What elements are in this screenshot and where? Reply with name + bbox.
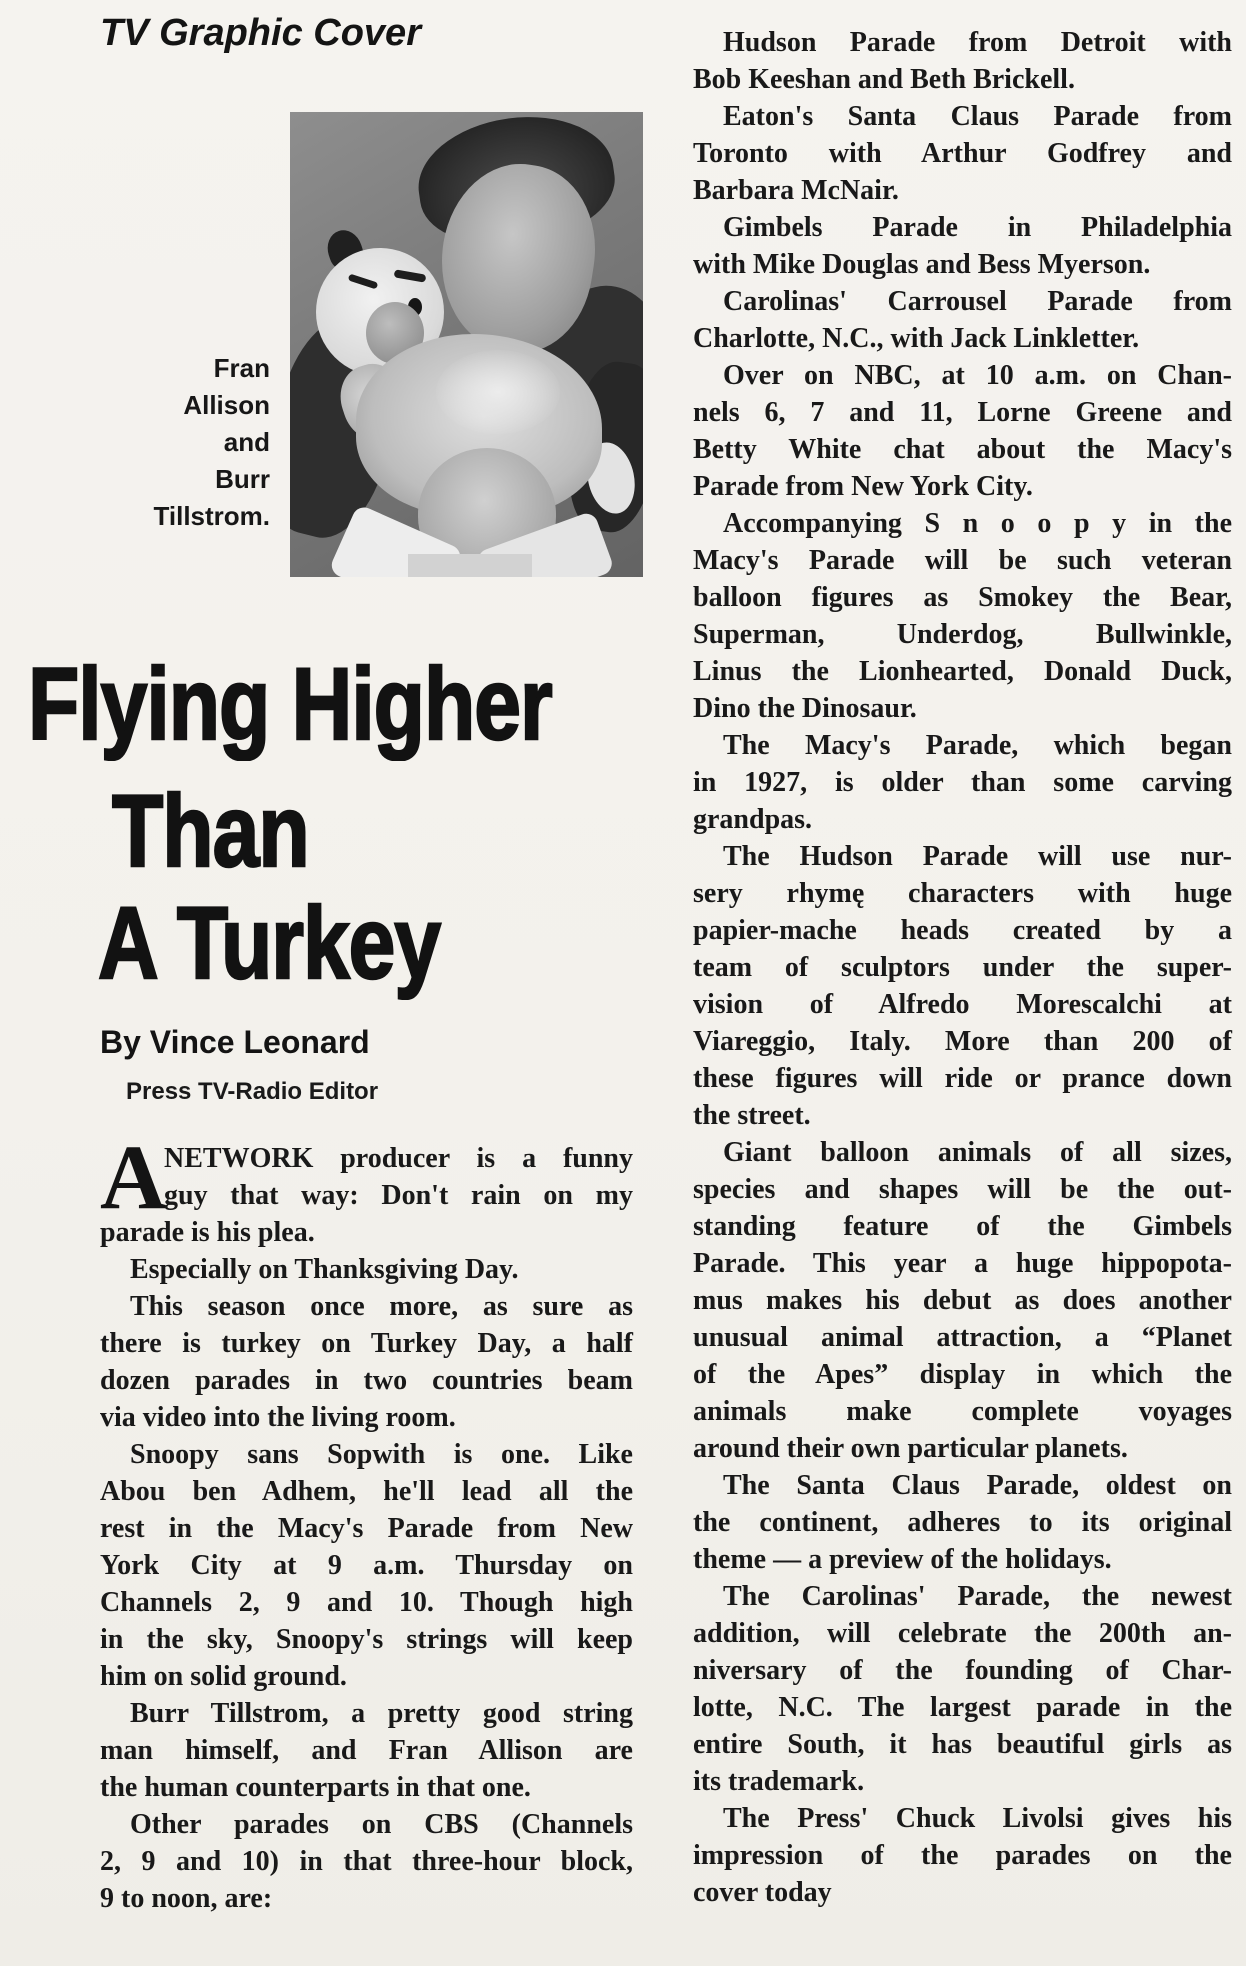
body-line: Linus the Lionhearted, Donald Duck,: [693, 656, 1232, 687]
body-line: Viareggio, Italy. More than 200 of: [693, 1026, 1232, 1057]
body-line: Giant balloon animals of all sizes,: [723, 1137, 1232, 1168]
chest-shape: [408, 554, 532, 577]
paragraph: [100, 1806, 633, 1917]
body-line: Dino the Dinosaur.: [693, 693, 917, 724]
left-column: [100, 1126, 633, 1917]
body-line: 2, 9 and 10) in that three-hour block,: [100, 1846, 633, 1877]
body-line: entire South, it has beautiful girls as: [693, 1729, 1232, 1760]
body-line: The Santa Claus Parade, oldest on: [723, 1470, 1232, 1501]
body-line: Snoopy sans Sopwith is one. Like: [130, 1439, 633, 1470]
paragraph: [693, 98, 1232, 209]
body-line: dozen parades in two countries beam: [100, 1365, 633, 1396]
caption-line: Burr: [215, 464, 270, 494]
body-line: these figures will ride or prance down: [693, 1063, 1232, 1094]
body-line: balloon figures as Smokey the Bear,: [693, 582, 1232, 613]
body-line: impression of the parades on the: [693, 1840, 1232, 1871]
body-line: Gimbels Parade in Philadelphia: [723, 212, 1232, 243]
body-line: Abou ben Adhem, he'll lead all the: [100, 1476, 633, 1507]
body-line: team of sculptors under the super-: [693, 952, 1232, 983]
paragraph: [693, 24, 1232, 98]
paragraph: [693, 1578, 1232, 1800]
caption-line: and: [223, 427, 270, 457]
paragraph: [100, 1695, 633, 1806]
body-line: sery rhymę characters with huge: [693, 878, 1232, 909]
body-line: mus makes his debut as does another: [693, 1285, 1232, 1316]
body-line: grandpas.: [693, 804, 813, 835]
paragraph: [693, 357, 1232, 505]
body-line: Especially on Thanksgiving Day.: [130, 1254, 519, 1285]
body-line: via video into the living room.: [100, 1402, 456, 1433]
body-line: in the sky, Snoopy's strings will keep: [100, 1624, 633, 1655]
byline-title: Press TV-Radio Editor: [126, 1078, 379, 1105]
body-line: addition, will celebrate the 200th an-: [693, 1618, 1232, 1649]
body-line: 9 to noon, are:: [100, 1883, 273, 1914]
body-line: its trademark.: [693, 1766, 865, 1797]
headline-line: A Turkey: [98, 885, 441, 1000]
body-line: unusual animal attraction, a “Planet: [693, 1322, 1232, 1353]
kicker: TV Graphic Cover: [100, 12, 421, 54]
body-line: Barbara McNair.: [693, 175, 899, 206]
paragraph: [100, 1251, 633, 1288]
body-line: lotte, N.C. The largest parade in the: [693, 1692, 1232, 1723]
photo-caption: [118, 350, 270, 535]
caption-line: Tillstrom.: [153, 501, 270, 531]
body-line: Parade. This year a huge hippopota-: [693, 1248, 1232, 1279]
body-line: Other parades on CBS (Channels: [130, 1809, 633, 1840]
body-line: nels 6, 7 and 11, Lorne Greene and: [693, 397, 1232, 428]
body-line: him on solid ground.: [100, 1661, 347, 1692]
body-line: Bob Keeshan and Beth Brickell.: [693, 64, 1075, 95]
body-line: Betty White chat about the Macy's: [693, 434, 1232, 465]
body-line: vision of Alfredo Morescalchi at: [693, 989, 1232, 1020]
body-line: Carolinas' Carrousel Parade from: [723, 286, 1232, 317]
body-line: The Carolinas' Parade, the newest: [723, 1581, 1232, 1612]
paragraph: [100, 1436, 633, 1695]
body-line: Channels 2, 9 and 10. Though high: [100, 1587, 633, 1618]
body-line: The Hudson Parade will use nur-: [723, 841, 1232, 872]
body-line: This season once more, as sure as: [130, 1291, 633, 1322]
body-line: animals make complete voyages: [693, 1396, 1232, 1427]
photo-fran-allison-burr-tillstrom: [290, 112, 643, 577]
body-line: Toronto with Arthur Godfrey and: [693, 138, 1232, 169]
body-line: Accompanying S n o o p y in the: [723, 508, 1232, 539]
drop-cap: A: [100, 1126, 167, 1228]
body-line: papier-mache heads created by a: [693, 915, 1232, 946]
body-line: niversary of the founding of Char-: [693, 1655, 1232, 1686]
paragraph: [693, 838, 1232, 1134]
body-line: the continent, adheres to its original: [693, 1507, 1232, 1538]
body-line: man himself, and Fran Allison are: [100, 1735, 633, 1766]
headline-line: Than: [112, 773, 309, 888]
body-line: the street.: [693, 1100, 811, 1131]
fran-allison-hair-highlight-shape: [436, 350, 560, 434]
paragraph: [693, 505, 1232, 727]
body-line: theme — a preview of the holidays.: [693, 1544, 1112, 1575]
body-line: species and shapes will be the out-: [693, 1174, 1232, 1205]
paragraph: [693, 727, 1232, 838]
body-line: York City at 9 a.m. Thursday on: [100, 1550, 633, 1581]
body-line: Over on NBC, at 10 a.m. on Chan-: [723, 360, 1232, 391]
body-line: Burr Tillstrom, a pretty good string: [130, 1698, 633, 1729]
body-line: rest in the Macy's Parade from New: [100, 1513, 633, 1544]
body-line: Macy's Parade will be such veteran: [693, 545, 1232, 576]
headline-line: Flying Higher: [28, 646, 552, 761]
right-column: [693, 24, 1232, 1911]
body-line: NETWORK producer is a funny: [164, 1143, 633, 1174]
body-line: The Press' Chuck Livolsi gives his: [723, 1803, 1232, 1834]
paragraph: [100, 1288, 633, 1436]
paragraph: [693, 1467, 1232, 1578]
body-line: Parade from New York City.: [693, 471, 1033, 502]
body-line: Hudson Parade from Detroit with: [723, 27, 1232, 58]
paragraph: [693, 1134, 1232, 1467]
body-line: cover today: [693, 1877, 832, 1908]
body-line: with Mike Douglas and Bess Myerson.: [693, 249, 1151, 280]
caption-line: Allison: [183, 390, 270, 420]
paragraph: [100, 1126, 633, 1251]
body-line: Superman, Underdog, Bullwinkle,: [693, 619, 1232, 650]
paragraph: [693, 283, 1232, 357]
caption-line: Fran: [213, 353, 270, 383]
body-line: standing feature of the Gimbels: [693, 1211, 1232, 1242]
paragraph: [693, 209, 1232, 283]
body-line: there is turkey on Turkey Day, a half: [100, 1328, 633, 1359]
body-line: around their own particular planets.: [693, 1433, 1128, 1464]
body-line: The Macy's Parade, which began: [723, 730, 1232, 761]
body-line: Charlotte, N.C., with Jack Linkletter.: [693, 323, 1140, 354]
paragraph: [693, 1800, 1232, 1911]
body-line: in 1927, is older than some carving: [693, 767, 1232, 798]
body-line: guy that way: Don't rain on my: [164, 1180, 633, 1211]
byline: By Vince Leonard: [100, 1024, 370, 1060]
body-line: Eaton's Santa Claus Parade from: [723, 101, 1232, 132]
body-line: parade is his plea.: [100, 1217, 315, 1248]
body-line: of the Apes” display in which the: [693, 1359, 1232, 1390]
body-line: the human counterparts in that one.: [100, 1772, 531, 1803]
